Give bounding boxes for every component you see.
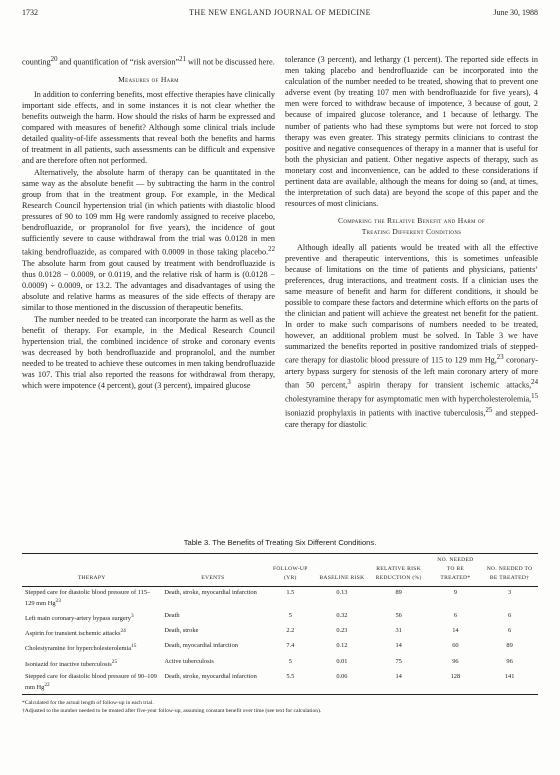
table-row	[22, 671, 538, 695]
page-number: 1732	[22, 8, 38, 17]
table-cell: 5	[288, 657, 292, 665]
table-cell: Death, stroke	[164, 627, 199, 635]
paragraph: In addition to conferring benefits, most effective therapies have clinically important side effects, and in some instances it is not clear whether the benefits outweigh the harm. How should the risks of harm be expressed and compared with measures of benefit? Although some clinical trials include detailed quality-of-life assessments that reveal both the benefits and harms of treatment in all patients, such assessments can be difficult and expensive and are therefore often not performed.	[22, 89, 275, 166]
table-cell: 0.01	[336, 657, 348, 665]
table-cell: Aspirin for transient ischemic attacks$^{24}$	[25, 628, 126, 638]
paragraph: Alternatively, the absolute harm of therapy can be quantitated in the same way as the absolute benefit — by subtracting the harm in the control group from that in the treatment group. For example, in the Medical Research Council hypertension trial (in which patients with diastolic blood pressures of 90 to 109 mm Hg were randomly assigned to receive placebo, bendrofluazide, or propranolol for five years), the incidence of gout sufficiently severe to cause withdrawal from the trial was 0.0128 in men taking bendrofluazide, as compared with 0.0009 in those taking placebo.$^{22}$ The absolute harm from gout caused by treatment with bendrofluazide is thus 0.0128 − 0.0009, or 0.0119, and the relative risk of harm is (0.0128 − 0.0009) ÷ 0.0009, or 13.2. The advantages and disadvantages of using the absolute and relative harms as measures of the side effects of therapy are similar to those mentioned in the discussion of therapeutic benefits.	[22, 167, 275, 313]
heading-line-2: Treating Different Conditions	[361, 227, 462, 237]
table-cell: Death, stroke, myocardial infarction	[164, 589, 257, 596]
left-column	[22, 54, 275, 391]
table-cell: 14	[395, 642, 402, 650]
opening-paragraph: counting$^{20}$ and quantification of “risk aversion”$^{21}$ will not be discussed here.	[22, 56, 275, 67]
table-row	[22, 610, 538, 625]
table-cell: 0.13	[336, 589, 348, 596]
table-cell: 9	[453, 589, 457, 596]
table-cell: 6	[508, 612, 512, 620]
table-cell: Death	[164, 612, 180, 620]
table-cell: 96	[452, 657, 459, 665]
table-cell: 75	[395, 657, 402, 665]
table-cell: 2.2	[286, 627, 295, 635]
heading-line-1: Comparing the Relative Benefit and Harm of	[338, 216, 485, 226]
table-cell: 89	[506, 642, 513, 650]
table-cell: 5.5	[265, 671, 317, 695]
table-cell: 0.12	[336, 642, 348, 650]
table-cell: Stepped care for diastolic blood pressure of 90–109 mm Hg$^{22}$	[22, 671, 161, 695]
table-cell: 0.06	[316, 671, 368, 695]
table-cell: Active tuberculosis	[164, 657, 214, 665]
column-header: THERAPY	[77, 575, 106, 581]
table-cell: 14	[452, 627, 459, 635]
table-row	[22, 640, 538, 655]
table-body	[22, 587, 538, 695]
table-header-row	[22, 554, 538, 587]
table-row	[22, 625, 538, 640]
running-header	[22, 8, 538, 22]
table-cell: Left main coronary-artery bypass surgery$^3$	[25, 613, 134, 623]
table-cell: 0.23	[336, 627, 348, 635]
table-cell: 6	[453, 612, 457, 620]
table-cell: 0.32	[336, 612, 348, 620]
table-cell: 31	[395, 627, 402, 635]
table-cell: Death, stroke, myocardial infarction	[161, 671, 264, 695]
table-cell: 1.5	[286, 589, 295, 596]
paragraph: The number needed to be treated can incorporate the harm as well as the benefit of therapy. For example, in the Medical Research Council hypertension trial, the combined incidence of stroke and coronary events was decreased by both bendrofluazide and propranolol, and the number needed to be treated to achieve these outcomes in men taking bendrofluazide was 107. This trial also reported the reasons for withdrawal from therapy, which were impotence (4 percent), gout (3 percent), impaired glucose	[22, 314, 275, 391]
paragraph: Although ideally all patients would be treated with all the effective preventive and therapeutic interventions, this is sometimes unfeasible because of limitations on the time of patients and physicians, patients’ preferences, drug interactions, and treatment costs. If a clinician uses the same measure of benefit and harm for different conditions, it should be possible to compare these factors and determine which efforts on the parts of the clinician and patient will achieve the greatest net benefit for the patient. In order to make such comparisons of numbers needed to be treated, however, an additional problem must be solved. In Table 3 we have summarized the benefits reported in positive randomized trials of stepped-care therapy for diastolic blood pressure of 115 to 129 mm Hg,$^{23}$ coronary-artery bypass surgery for stenosis of the left main coronary artery of more than 50 percent,$^3$ aspirin therapy for transient ischemic attacks,$^{24}$ cholestyramine therapy for asymptomatic men with hypercholesterolemia,$^{15}$ isoniazid prophylaxis in patients with inactive tuberculosis,$^{25}$ and stepped-care therapy for diastolic	[285, 242, 539, 429]
table-cell: 89	[395, 589, 402, 596]
column-header: NO. NEEDED TO BE TREATED†	[486, 566, 533, 581]
table-cell: Cholestyramine for hypercholesterolemia$^{15}$	[25, 643, 137, 653]
column-header: NO. NEEDED TO BE TREATED*	[437, 557, 474, 581]
benefits-table	[22, 553, 538, 695]
table-cell: 56	[395, 612, 402, 620]
table-cell: Stepped care for diastolic blood pressure of 115–129 mm Hg$^{23}$	[25, 589, 151, 608]
table-cell: 5	[288, 612, 292, 620]
table-cell: Isoniazid for inactive tuberculosis$^{25}$	[25, 658, 118, 668]
table-cell: 3	[508, 589, 512, 596]
column-header: EVENTS	[201, 575, 225, 581]
footnote: *Calculated for the actual length of follow-up in each trial.	[22, 699, 154, 706]
table-caption: Table 3. The Benefits of Treating Six Different Conditions.	[183, 538, 377, 547]
table-row	[22, 656, 538, 671]
section-heading-comparing	[285, 215, 538, 237]
right-column	[285, 54, 538, 430]
footnote: †Adjusted to the number needed to be treated after five-year follow-up, assuming constant benefit over time (see text for calculation).	[22, 707, 322, 714]
table-cell: 14	[368, 671, 430, 695]
issue-date: June 30, 1988	[493, 8, 538, 17]
section-heading-measures-of-harm: Measures of Harm	[118, 74, 179, 84]
table-cell: 60	[452, 642, 459, 650]
table-cell: 6	[508, 627, 512, 635]
column-header: RELATIVE RISK REDUCTION (%)	[375, 566, 422, 581]
journal-title: THE NEW ENGLAND JOURNAL OF MEDICINE	[189, 8, 371, 17]
table-cell: 141	[481, 671, 538, 695]
table-cell: 7.4	[286, 642, 295, 650]
paragraph: tolerance (3 percent), and lethargy (1 percent). The reported side effects in men taking placebo and bendrofluazide can be incorporated into the calculation of the number needed to be treated, showing that to prevent one adverse event (by treating 107 men with bendrofluazide for five years), 4 men were forced to withdraw because of impotence, 3 because of gout, 2 because of impaired glucose tolerance, and 1 because of lethargy. The number of patients who had these symptoms but were not forced to stop therapy was even greater. This strategy permits clinicians to contrast the positive and negative consequences of therapy in a manner that is useful for both the physician and patient. Other negative aspects of therapy, such as monetary cost and inconvenience, can be added to these considerations if pertinent data are available, although the means for doing so (and, at times, the interpretation of such data) are beyond the scope of this paper and the resources of most clinicians.	[285, 55, 538, 209]
table-3	[22, 538, 538, 715]
table-footnotes	[22, 699, 538, 715]
table-cell: 96	[506, 657, 513, 665]
column-header: FOLLOW-UP (YR)	[272, 566, 308, 581]
table-cell: Death, myocardial infarction	[164, 642, 238, 650]
column-header: BASELINE RISK	[319, 575, 365, 581]
table-row	[22, 587, 538, 611]
table-cell: 128	[430, 671, 482, 695]
